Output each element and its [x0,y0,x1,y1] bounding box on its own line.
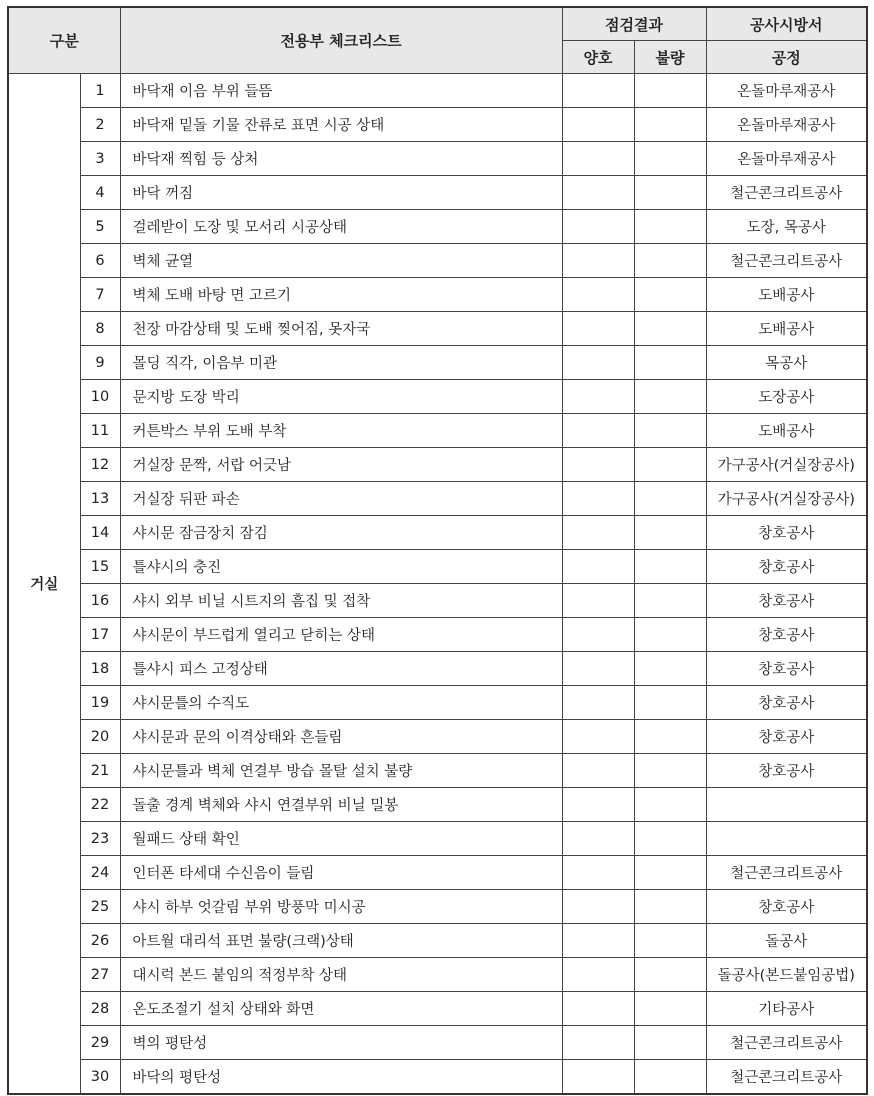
row-good-checkbox[interactable] [562,618,634,652]
row-item: 거실장 뒤판 파손 [120,482,562,516]
checklist-table [7,6,868,1095]
row-number: 24 [80,856,120,890]
row-bad-checkbox[interactable] [634,380,706,414]
row-number: 27 [80,958,120,992]
row-good-checkbox[interactable] [562,958,634,992]
row-bad-checkbox[interactable] [634,346,706,380]
row-good-checkbox[interactable] [562,176,634,210]
table-row [8,414,867,448]
row-good-checkbox[interactable] [562,754,634,788]
header-process: 공정 [706,41,867,74]
header-checklist: 전용부 체크리스트 [120,7,562,74]
table-row [8,108,867,142]
row-number: 12 [80,448,120,482]
row-good-checkbox[interactable] [562,414,634,448]
row-number: 20 [80,720,120,754]
table-row [8,822,867,856]
header-bad: 불량 [634,41,706,74]
category-cell: 거실 [8,74,80,1095]
row-number: 14 [80,516,120,550]
row-bad-checkbox[interactable] [634,686,706,720]
row-bad-checkbox[interactable] [634,1060,706,1095]
row-good-checkbox[interactable] [562,142,634,176]
row-process: 창호공사 [706,686,867,720]
table-row [8,856,867,890]
table-row [8,74,867,108]
row-good-checkbox[interactable] [562,550,634,584]
row-number: 28 [80,992,120,1026]
row-bad-checkbox[interactable] [634,856,706,890]
table-row [8,1026,867,1060]
table-row [8,176,867,210]
checklist-body [8,74,867,1095]
table-row [8,890,867,924]
row-good-checkbox[interactable] [562,244,634,278]
table-row [8,210,867,244]
row-process: 도배공사 [706,414,867,448]
header-good: 양호 [562,41,634,74]
row-bad-checkbox[interactable] [634,992,706,1026]
row-bad-checkbox[interactable] [634,516,706,550]
row-process: 철근콘크리트공사 [706,176,867,210]
row-process: 창호공사 [706,584,867,618]
row-item: 샤시 하부 엇갈림 부위 방풍막 미시공 [120,890,562,924]
row-process [706,822,867,856]
row-good-checkbox[interactable] [562,686,634,720]
row-process: 도장, 목공사 [706,210,867,244]
row-bad-checkbox[interactable] [634,822,706,856]
row-good-checkbox[interactable] [562,720,634,754]
row-number: 8 [80,312,120,346]
row-process: 철근콘크리트공사 [706,244,867,278]
table-row [8,278,867,312]
row-item: 샤시문이 부드럽게 열리고 닫히는 상태 [120,618,562,652]
row-bad-checkbox[interactable] [634,312,706,346]
row-item: 돌출 경계 벽체와 샤시 연결부위 비닐 밀봉 [120,788,562,822]
row-number: 21 [80,754,120,788]
row-bad-checkbox[interactable] [634,584,706,618]
row-process: 도장공사 [706,380,867,414]
row-number: 30 [80,1060,120,1095]
row-number: 4 [80,176,120,210]
row-number: 1 [80,74,120,108]
row-number: 11 [80,414,120,448]
row-good-checkbox[interactable] [562,652,634,686]
table-row [8,686,867,720]
row-process: 창호공사 [706,754,867,788]
row-number: 29 [80,1026,120,1060]
row-number: 9 [80,346,120,380]
row-bad-checkbox[interactable] [634,482,706,516]
table-row [8,380,867,414]
row-bad-checkbox[interactable] [634,278,706,312]
table-row [8,618,867,652]
table-row [8,720,867,754]
row-process: 창호공사 [706,618,867,652]
row-number: 26 [80,924,120,958]
row-process: 가구공사(거실장공사) [706,448,867,482]
row-bad-checkbox[interactable] [634,618,706,652]
row-good-checkbox[interactable] [562,1060,634,1095]
row-item: 몰딩 직각, 이음부 미관 [120,346,562,380]
row-item: 문지방 도장 박리 [120,380,562,414]
row-process: 창호공사 [706,550,867,584]
row-item: 벽체 도배 바탕 면 고르기 [120,278,562,312]
row-number: 22 [80,788,120,822]
header-spec: 공사시방서 [706,7,867,41]
row-number: 23 [80,822,120,856]
row-bad-checkbox[interactable] [634,958,706,992]
table-row [8,312,867,346]
row-item: 바닥재 이음 부위 들뜸 [120,74,562,108]
row-process: 창호공사 [706,890,867,924]
row-good-checkbox[interactable] [562,516,634,550]
row-bad-checkbox[interactable] [634,414,706,448]
row-bad-checkbox[interactable] [634,652,706,686]
row-process: 도배공사 [706,278,867,312]
row-good-checkbox[interactable] [562,1026,634,1060]
row-good-checkbox[interactable] [562,924,634,958]
table-row [8,1060,867,1095]
row-process: 도배공사 [706,312,867,346]
row-item: 바닥의 평탄성 [120,1060,562,1095]
row-good-checkbox[interactable] [562,74,634,108]
row-item: 월패드 상태 확인 [120,822,562,856]
row-item: 샤시문틀의 수직도 [120,686,562,720]
row-process: 철근콘크리트공사 [706,1026,867,1060]
row-good-checkbox[interactable] [562,108,634,142]
table-row [8,516,867,550]
row-good-checkbox[interactable] [562,584,634,618]
row-bad-checkbox[interactable] [634,720,706,754]
row-item: 벽체 균열 [120,244,562,278]
row-bad-checkbox[interactable] [634,142,706,176]
row-item: 샤시문틀과 벽체 연결부 방습 몰탈 설치 불량 [120,754,562,788]
table-row [8,142,867,176]
row-good-checkbox[interactable] [562,346,634,380]
row-item: 바닥재 찍힘 등 상처 [120,142,562,176]
row-bad-checkbox[interactable] [634,210,706,244]
table-row [8,958,867,992]
row-good-checkbox[interactable] [562,992,634,1026]
row-item: 샤시 외부 비닐 시트지의 흠집 및 접착 [120,584,562,618]
row-item: 아트월 대리석 표면 불량(크랙)상태 [120,924,562,958]
row-number: 15 [80,550,120,584]
row-process: 목공사 [706,346,867,380]
row-bad-checkbox[interactable] [634,550,706,584]
row-item: 거실장 문짝, 서랍 어긋남 [120,448,562,482]
table-row [8,788,867,822]
row-item: 틀샤시의 충진 [120,550,562,584]
row-number: 16 [80,584,120,618]
row-process: 철근콘크리트공사 [706,856,867,890]
row-good-checkbox[interactable] [562,278,634,312]
row-item: 대시럭 본드 붙임의 적정부착 상태 [120,958,562,992]
row-good-checkbox[interactable] [562,482,634,516]
row-process: 온돌마루재공사 [706,142,867,176]
row-item: 온도조절기 설치 상태와 화면 [120,992,562,1026]
row-good-checkbox[interactable] [562,312,634,346]
table-row [8,754,867,788]
row-process: 창호공사 [706,516,867,550]
row-good-checkbox[interactable] [562,890,634,924]
row-process: 창호공사 [706,720,867,754]
row-good-checkbox[interactable] [562,380,634,414]
row-number: 19 [80,686,120,720]
row-bad-checkbox[interactable] [634,890,706,924]
row-item: 커튼박스 부위 도배 부착 [120,414,562,448]
row-item: 천장 마감상태 및 도배 찢어짐, 못자국 [120,312,562,346]
row-item: 바닥재 밑돌 기물 잔류로 표면 시공 상태 [120,108,562,142]
row-process [706,788,867,822]
table-row [8,448,867,482]
row-good-checkbox[interactable] [562,448,634,482]
row-bad-checkbox[interactable] [634,448,706,482]
row-item: 걸레받이 도장 및 모서리 시공상태 [120,210,562,244]
row-item: 인터폰 타세대 수신음이 들림 [120,856,562,890]
row-item: 벽의 평탄성 [120,1026,562,1060]
row-process: 가구공사(거실장공사) [706,482,867,516]
row-bad-checkbox[interactable] [634,788,706,822]
row-good-checkbox[interactable] [562,822,634,856]
row-good-checkbox[interactable] [562,210,634,244]
row-number: 17 [80,618,120,652]
row-item: 샤시문 잠금장치 잠김 [120,516,562,550]
row-item: 샤시문과 문의 이격상태와 흔들림 [120,720,562,754]
row-item: 틀샤시 피스 고정상태 [120,652,562,686]
row-number: 18 [80,652,120,686]
row-process: 기타공사 [706,992,867,1026]
row-item: 바닥 꺼짐 [120,176,562,210]
row-bad-checkbox[interactable] [634,924,706,958]
table-row [8,652,867,686]
row-bad-checkbox[interactable] [634,108,706,142]
table-row [8,584,867,618]
row-number: 25 [80,890,120,924]
row-bad-checkbox[interactable] [634,1026,706,1060]
row-good-checkbox[interactable] [562,856,634,890]
row-bad-checkbox[interactable] [634,754,706,788]
row-process: 돌공사(본드붙임공법) [706,958,867,992]
row-bad-checkbox[interactable] [634,176,706,210]
row-number: 10 [80,380,120,414]
table-row [8,992,867,1026]
table-row [8,924,867,958]
row-number: 13 [80,482,120,516]
row-number: 5 [80,210,120,244]
table-row [8,244,867,278]
row-number: 7 [80,278,120,312]
row-process: 온돌마루재공사 [706,108,867,142]
row-good-checkbox[interactable] [562,788,634,822]
row-process: 창호공사 [706,652,867,686]
row-process: 온돌마루재공사 [706,74,867,108]
header-inspection-result: 점검결과 [562,7,706,41]
row-number: 3 [80,142,120,176]
header-row-top [8,7,867,41]
row-number: 6 [80,244,120,278]
table-row [8,482,867,516]
header-category: 구분 [8,7,120,74]
table-row [8,346,867,380]
table-row [8,550,867,584]
row-process: 철근콘크리트공사 [706,1060,867,1095]
row-bad-checkbox[interactable] [634,244,706,278]
row-bad-checkbox[interactable] [634,74,706,108]
row-number: 2 [80,108,120,142]
row-process: 돌공사 [706,924,867,958]
